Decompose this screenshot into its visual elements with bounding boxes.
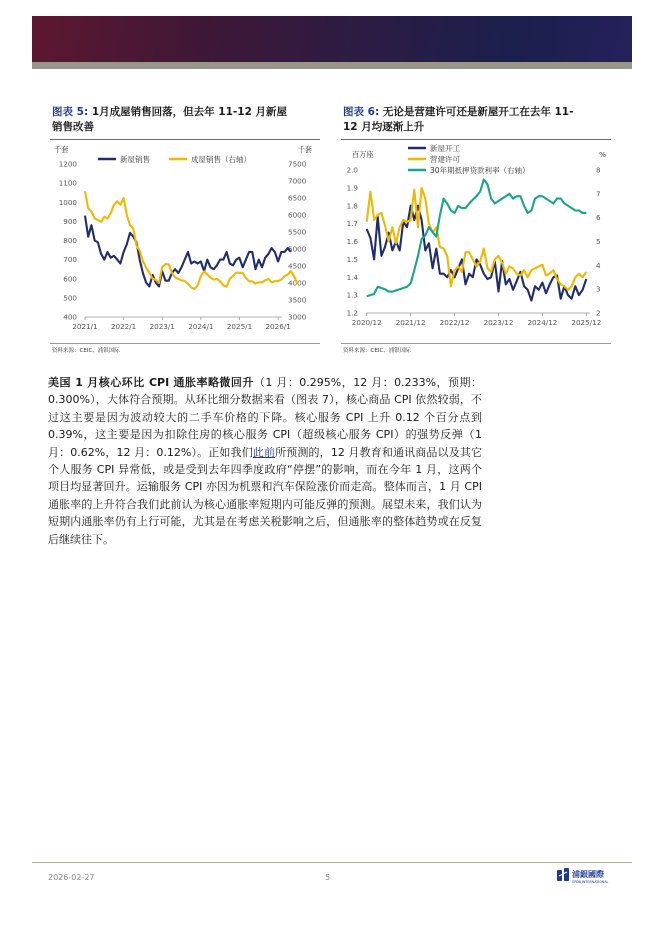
figure6-title: [343, 105, 613, 135]
left-tick-label: 900: [63, 216, 77, 226]
company-logo: [556, 866, 622, 886]
figure6-title-line2: 12 月均逐渐上升: [343, 121, 425, 133]
series-line-2: [85, 191, 297, 289]
footer-date: 2026-02-27: [48, 873, 95, 882]
x-tick-label: 2021/12: [395, 318, 426, 327]
left-tick-label: 1.2: [346, 308, 358, 318]
x-tick-label: 2021/1: [72, 322, 98, 331]
legend-label-3: 30年期抵押贷款利率（右轴）: [430, 166, 530, 175]
left-tick-label: 1.5: [346, 254, 358, 264]
right-tick-label: 7: [596, 189, 601, 199]
series-line-1: [85, 216, 291, 287]
left-tick-label: 1.9: [346, 183, 358, 193]
right-tick-label: 5500: [288, 227, 307, 237]
figure5-title: [52, 105, 322, 135]
right-tick-label: 3: [596, 284, 601, 294]
right-axis-unit: 千套: [297, 145, 312, 154]
x-tick-label: 2023/12: [483, 318, 514, 327]
x-tick-label: 2025/12: [571, 318, 602, 327]
x-tick-label: 2026/1: [265, 322, 291, 331]
series-line-1: [367, 206, 587, 301]
reference-link[interactable]: 此前: [252, 445, 276, 459]
figure5-title-line1: 1月成屋销售回落，但去年 11-12 月新屋: [91, 106, 288, 118]
right-tick-label: 6000: [288, 210, 307, 220]
right-tick-label: 4500: [288, 261, 307, 271]
left-tick-label: 1000: [58, 197, 77, 207]
figure6-label: 图表 6:: [343, 106, 380, 118]
figure5-label: 图表 5:: [52, 106, 89, 118]
x-tick-label: 2020/12: [351, 318, 382, 327]
figure6-chart: [340, 140, 620, 340]
left-axis-unit: 千套: [54, 145, 69, 154]
x-tick-label: 2022/1: [110, 322, 137, 331]
x-tick-label: 2024/1: [188, 322, 214, 331]
page-number: 5: [325, 873, 331, 882]
left-tick-label: 1.8: [346, 201, 358, 211]
figure5-title-line2: 销售改善: [52, 121, 94, 133]
left-tick-label: 1.7: [346, 219, 358, 229]
right-tick-label: 7000: [288, 176, 307, 186]
right-tick-label: 2: [596, 308, 601, 318]
left-tick-label: 1200: [58, 159, 77, 169]
header-stripe: [32, 62, 632, 69]
left-tick-label: 700: [63, 255, 77, 265]
legend-label-1: 新屋开工: [430, 144, 460, 153]
legend-label-1: 新屋销售: [120, 155, 150, 164]
footer-rule: [32, 862, 632, 863]
right-tick-label: 7500: [288, 159, 307, 169]
left-tick-label: 2.0: [346, 165, 358, 175]
logo-text: 浦銀國際: [572, 870, 604, 879]
left-tick-label: 1.4: [346, 272, 358, 282]
figure6-title-line1: 无论是营建许可还是新屋开工在去年 11-: [382, 106, 574, 118]
x-tick-label: 2023/1: [149, 322, 175, 331]
legend-label-2: 营建许可: [430, 155, 460, 164]
figure5-chart: [48, 140, 324, 340]
right-tick-label: 5000: [288, 244, 307, 254]
right-axis-unit: %: [599, 150, 606, 159]
left-tick-label: 500: [63, 293, 77, 303]
figure5-source: 资料来源：CEIC、浦银国际: [52, 348, 120, 354]
body-paragraph: [48, 374, 482, 548]
x-tick-label: 2025/1: [226, 322, 253, 331]
right-tick-label: 3500: [288, 295, 307, 305]
logo-subtext: SPDB INTERNATIONAL: [572, 880, 609, 884]
x-tick-label: 2024/12: [527, 318, 558, 327]
left-tick-label: 1100: [58, 178, 77, 188]
logo-mark-right-icon: [564, 868, 569, 881]
paragraph-lead: 美国 1 月核心环比 CPI 通胀率略微回升: [48, 376, 254, 389]
right-tick-label: 5: [596, 237, 601, 246]
left-tick-label: 400: [63, 312, 77, 322]
left-tick-label: 600: [63, 274, 77, 284]
left-axis-unit: 百万座: [352, 150, 374, 159]
right-tick-label: 3000: [288, 312, 307, 322]
paragraph-text-a: （1 月：0.295%，12 月：0.233%，预期：0.300%），大体符合预期。从环比细分数据来看（图表 7），核心商品 CPI 依然较弱，不过这主要是因为波动较大的二手车价格的下降。核心服务 CPI 上升 0.12 个百分点到 0.39%，这主要是因为扣除住房的核心服务 CPI（超级核心服务 CPI）的强势反弹（1 月：0.62%，12 月：0.12%）。正如我们: [48, 376, 483, 459]
left-tick-label: 1.3: [346, 290, 358, 300]
right-tick-label: 6: [596, 213, 601, 223]
right-tick-label: 8: [596, 165, 601, 175]
right-tick-label: 4000: [288, 278, 307, 288]
left-tick-label: 1.6: [346, 237, 358, 246]
paragraph-text-b: 所预测的，12 月教育和通讯商品以及其它个人服务 CPI 异常低，或是受到去年四季度政府“停摆”的影响，而在今年 1 月，这两个项目均显著回升。运输服务 CPI 亦因为机票和汽车保险涨价而走高。整体而言，1 月 CPI 通胀率的上升符合我们此前认为核心通胀率短期内可能反弹的预测。展望未来，我们认为短期内通胀率仍有上行可能，尤其是在考虑关税影响之后，但通胀率的整体趋势或在反复后继续往下。: [48, 445, 482, 546]
figure5-source-rule: [50, 343, 320, 344]
figure6-source: 资料来源：CEIC、浦银国际: [343, 348, 411, 354]
right-tick-label: 4: [596, 260, 601, 270]
figure6-source-rule: [341, 343, 611, 344]
left-tick-label: 800: [63, 236, 77, 245]
x-tick-label: 2022/12: [439, 318, 470, 327]
header-banner: [32, 16, 632, 62]
right-tick-label: 6500: [288, 193, 307, 203]
legend-label-2: 成屋销售（右轴）: [191, 155, 251, 164]
